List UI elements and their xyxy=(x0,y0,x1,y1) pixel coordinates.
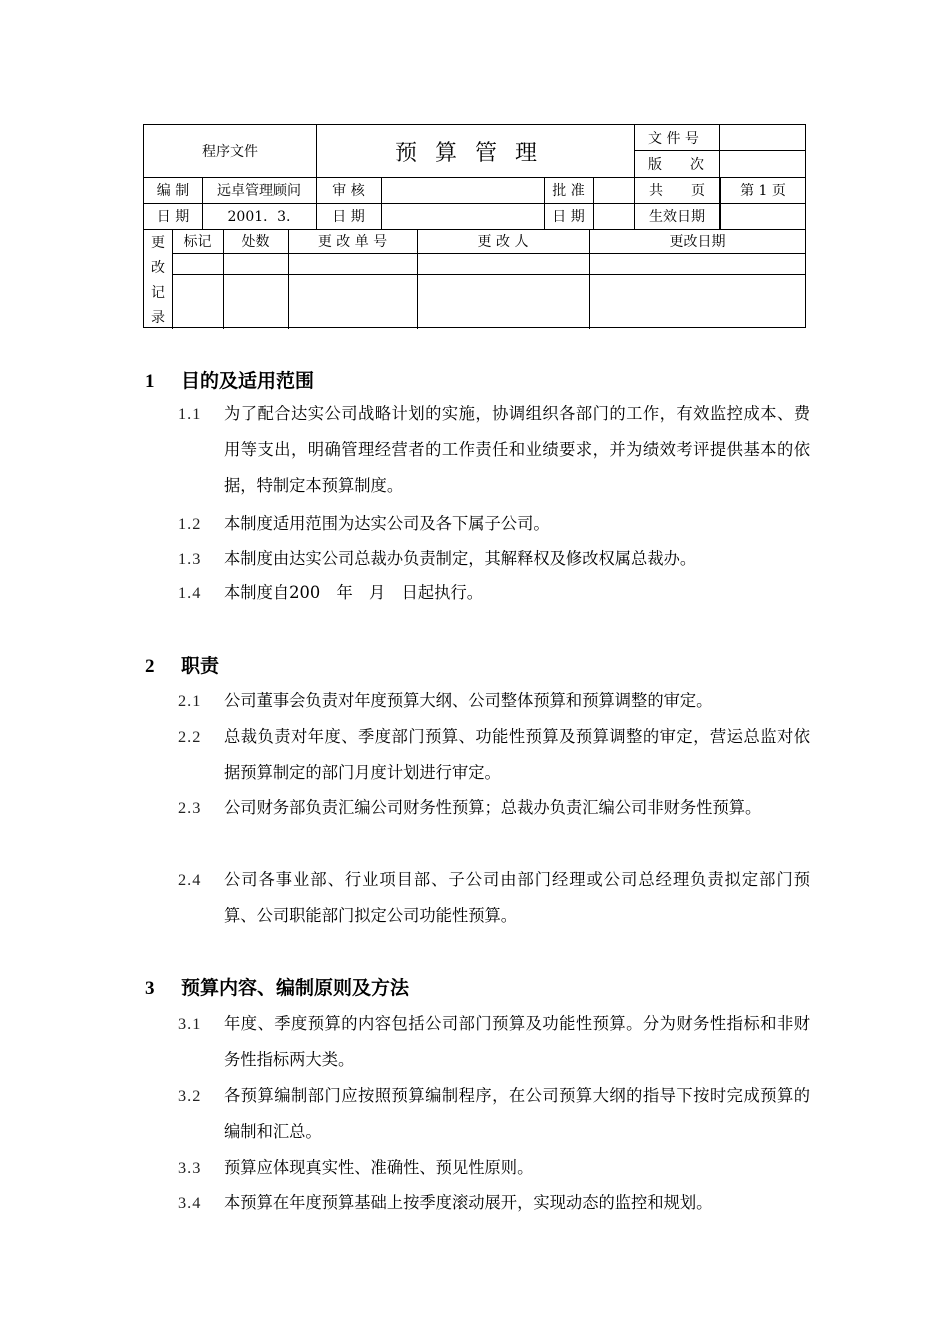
item-text: 公司各事业部、行业项目部、子公司由部门经理或公司总经理负责拟定部门预算、公司职能部门拟定公司功能性预算。 xyxy=(224,870,810,925)
review-date-label: 日 期 xyxy=(332,209,365,225)
file-no-value xyxy=(720,125,806,150)
document-control-table xyxy=(143,124,806,328)
column-header: 处数 xyxy=(241,234,270,250)
item-text: 公司董事会负责对年度预算大纲、公司整体预算和预算调整的审定。 xyxy=(224,691,713,710)
column-header: 更 改 单 号 xyxy=(317,234,388,250)
item-text: 预算应体现真实性、准确性、预见性原则。 xyxy=(224,1158,534,1177)
list-item xyxy=(178,506,810,542)
page-number: 第 1 页 xyxy=(740,183,786,199)
section-number: 2 xyxy=(145,656,155,677)
item-number: 3.1 xyxy=(178,1014,202,1033)
column-header: 更改日期 xyxy=(669,234,726,250)
compile-label: 编 制 xyxy=(156,183,190,199)
doc-type: 程序文件 xyxy=(202,144,258,160)
grid-line xyxy=(172,253,806,254)
approve-date-label: 日 期 xyxy=(552,209,585,225)
item-number: 1.2 xyxy=(178,514,202,533)
list-item xyxy=(178,1150,810,1186)
item-number: 2.1 xyxy=(178,691,202,710)
list-item xyxy=(178,1006,810,1078)
date-value: 2001．3. xyxy=(227,209,291,225)
item-number: 3.3 xyxy=(178,1158,202,1177)
list-item xyxy=(178,575,810,611)
section-title: 目的及适用范围 xyxy=(181,370,315,392)
item-number: 1.1 xyxy=(178,404,202,423)
approve-value xyxy=(593,177,634,203)
section-title: 预算内容、编制原则及方法 xyxy=(181,977,410,999)
section-heading xyxy=(145,651,219,678)
list-item xyxy=(178,541,810,577)
item-number: 1.4 xyxy=(178,583,202,602)
list-item xyxy=(178,683,810,719)
effective-date-label: 生效日期 xyxy=(649,209,705,225)
list-item xyxy=(178,862,810,934)
item-text: 为了配合达实公司战略计划的实施，协调组织各部门的工作，有效监控成本、费用等支出，明确管理经营者的工作责任和业绩要求，并为绩效考评提供基本的依据，特制定本预算制度。 xyxy=(224,404,810,495)
change-record-char: 录 xyxy=(151,309,165,326)
item-number: 3.4 xyxy=(178,1193,202,1212)
item-text: 本制度适用范围为达实公司及各下属子公司。 xyxy=(224,514,550,533)
effective-date-value xyxy=(720,203,806,229)
approve-label: 批 准 xyxy=(552,183,585,199)
list-item xyxy=(178,719,810,791)
version-label: 版 次 xyxy=(648,157,704,173)
item-number: 1.3 xyxy=(178,549,202,568)
change-record-char: 记 xyxy=(151,284,165,301)
list-item xyxy=(178,1185,810,1221)
item-number: 2.3 xyxy=(178,798,202,817)
grid-line xyxy=(544,177,545,229)
item-number: 2.4 xyxy=(178,870,202,889)
version-value xyxy=(720,151,806,177)
item-text: 公司财务部负责汇编公司财务性预算；总裁办负责汇编公司非财务性预算。 xyxy=(224,798,762,817)
list-item xyxy=(178,1078,810,1150)
section-number: 1 xyxy=(145,371,155,392)
change-record-char: 更 xyxy=(151,234,165,251)
section-number: 3 xyxy=(145,978,155,999)
item-text: 总裁负责对年度、季度部门预算、功能性预算及预算调整的审定，营运总监对依据预算制定的部门月度计划进行审定。 xyxy=(224,727,810,782)
compile-value: 远卓管理顾问 xyxy=(217,183,301,199)
list-item xyxy=(178,396,810,504)
total-pages-label: 共 页 xyxy=(649,183,705,199)
section-title: 职责 xyxy=(181,655,220,677)
item-number: 2.2 xyxy=(178,727,202,746)
item-text: 年度、季度预算的内容包括公司部门预算及功能性预算。分为财务性指标和非财务性指标两大类。 xyxy=(224,1014,810,1069)
review-label: 审 核 xyxy=(332,183,365,199)
change-record-label xyxy=(144,229,172,329)
column-header: 更 改 人 xyxy=(477,234,529,250)
grid-line xyxy=(172,274,806,275)
section-heading xyxy=(145,973,409,1000)
date-label: 日 期 xyxy=(156,209,190,225)
item-text: 各预算编制部门应按照预算编制程序，在公司预算大纲的指导下按时完成预算的编制和汇总。 xyxy=(224,1086,810,1141)
review-value xyxy=(381,177,544,203)
file-no-label: 文 件 号 xyxy=(648,130,699,147)
column-header: 标记 xyxy=(183,234,212,250)
item-number: 3.2 xyxy=(178,1086,202,1105)
item-text: 本预算在年度预算基础上按季度滚动展开，实现动态的监控和规划。 xyxy=(224,1193,713,1212)
page-title: 预算管理 xyxy=(394,140,555,166)
change-record-char: 改 xyxy=(151,259,165,276)
section-heading xyxy=(145,366,314,393)
item-text: 本制度自200 年 月 日起执行。 xyxy=(224,583,484,602)
list-item xyxy=(178,790,810,826)
item-text: 本制度由达实公司总裁办负责制定，其解释权及修改权属总裁办。 xyxy=(224,549,697,568)
